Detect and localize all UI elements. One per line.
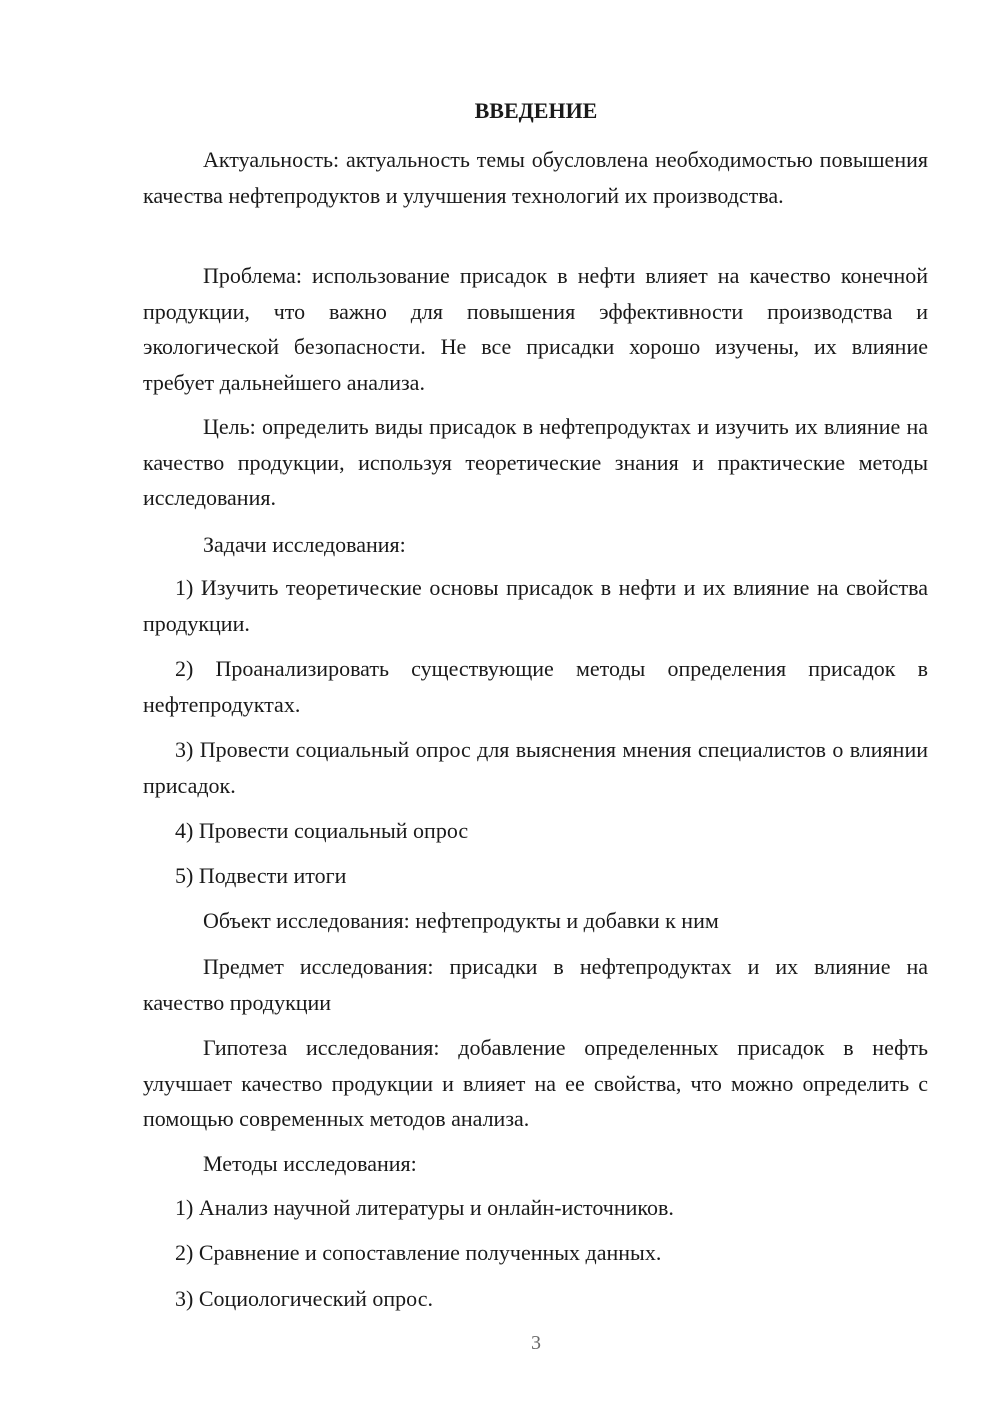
page-number: 3 [531, 1332, 541, 1354]
task-item-3: 3) Провести социальный опрос для выяснения мнения специалистов о влиянии присадок. [143, 737, 928, 798]
page-title: ВВЕДЕНИЕ [474, 98, 598, 123]
tasks-heading: Задачи исследования: [203, 532, 406, 557]
paragraph-relevance: Актуальность: актуальность темы обусловлена необходимостью повышения качества нефтепродуктов и улучшения технологий их производства. [143, 147, 928, 208]
method-item-3: 3) Социологический опрос. [175, 1286, 433, 1311]
method-item-1: 1) Анализ научной литературы и онлайн-источников. [175, 1195, 674, 1220]
task-item-5: 5) Подвести итоги [175, 863, 347, 888]
method-item-2: 2) Сравнение и сопоставление полученных данных. [175, 1240, 662, 1265]
task-item-2: 2) Проанализировать существующие методы определения присадок в нефтепродуктах. [143, 656, 928, 717]
methods-heading: Методы исследования: [203, 1151, 417, 1176]
paragraph-subject: Предмет исследования: присадки в нефтепродуктах и их влияние на качество продукции [143, 954, 928, 1015]
paragraph-hypothesis: Гипотеза исследования: добавление определенных присадок в нефть улучшает качество продукции и влияет на ее свойства, что можно определить с помощью современных методов анализа. [143, 1035, 928, 1131]
paragraph-object: Объект исследования: нефтепродукты и добавки к ним [203, 908, 719, 933]
paragraph-goal: Цель: определить виды присадок в нефтепродуктах и изучить их влияние на качество продукции, используя теоретические знания и практические методы исследования. [143, 414, 928, 510]
task-item-1: 1) Изучить теоретические основы присадок в нефти и их влияние на свойства продукции. [143, 575, 928, 636]
task-item-4: 4) Провести социальный опрос [175, 818, 469, 843]
paragraph-problem: Проблема: использование присадок в нефти влияет на качество конечной продукции, что важно для повышения эффективности производства и экологической безопасности. Не все присадки хорошо изучены, их влияние требует дальнейшего анализа. [143, 263, 928, 395]
